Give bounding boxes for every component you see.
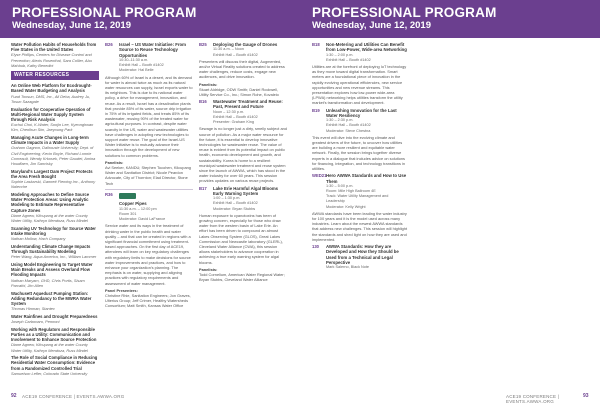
session-room: Exhibit Hall – Booth #1402 (326, 123, 371, 128)
header-date: Wednesday, June 12, 2019 (12, 20, 131, 31)
header-title: PROFESSIONAL PROGRAM (312, 5, 497, 20)
item-authors: Samuelson Lefler, Colorado State University (11, 370, 88, 376)
session-id: B17 (199, 185, 207, 191)
item-authors: Sophie Laskarski, Gannett Fleming Inc., Anthony Nalevche (11, 179, 96, 190)
page-number: 93 (583, 393, 589, 399)
session-description: Service water and its ways in the treatment of drinking water in the public health and water quality – and that can be created in regions with a significant financial commitment using treatment-based approaches. On the first day of ACE19, attendees will learn on key regulatory challenges with regulatory limits to make decisions for source water improvements and practices, and how to enhance your organization's planning. The emphasis is on water, supplying and aligning practices with regulatory requirements and assessment of water management. (105, 223, 191, 286)
session-id: B25 (199, 42, 207, 47)
item-title: Understanding Climate Change Impacts Through Sustainability Modeling (11, 243, 91, 255)
item-title: Managing Acute Changes in Long-term Climate Impacts in a Water Supply (11, 135, 89, 146)
page-header (300, 0, 600, 38)
session-time: 10:30–11:30 a.m. (119, 57, 149, 62)
session-id: 130 (312, 244, 319, 250)
session-description: AWWA standards have been leading the water industry for 100 years and it is the model used across many industries. Learn about the newest AWWA standards that address new challenges. This session will highlight the standards and shed light on how they are used and implemented. (312, 210, 408, 242)
session-moderator: Moderator: Bryan Stubbs (213, 206, 256, 211)
session-title: Copper Pipes (119, 201, 147, 207)
session-moderator: Moderator: Hal Belle (119, 68, 154, 73)
item-title: Modeling Approaches to Define Source Water Protection Areas: Using Analytic Modeling to Estimate Representative Capture Zones (11, 192, 90, 213)
page-number: 92 (11, 393, 17, 399)
session-room: Exhibit Hall – Booth #1402 (326, 57, 371, 62)
item-title: Wachusett Aqueduct Pumping Station: Adding Redundancy to the MWRA Water System (11, 290, 92, 306)
session-title: Hero AWWA Standards and How to Use Them (326, 173, 407, 184)
session-room: Exhibit Hall – Booth #1402 (213, 52, 258, 57)
item-authors: Graham Gagnon, Dalhousie University; Dept. of Civil Engineering; Kevin Boyle, Richard Lonnie Comeault, Wendy Krkosek, Peter Gaudet, Amina Houdfaen, Jim Sancisky (11, 145, 96, 167)
panelists-list: Todd Cornelium, American Water Regional Water; Bryan Stubbs, Cleveland Water Alliance (199, 272, 285, 283)
session-id: B18 (312, 42, 320, 47)
session-description: Presenters will discuss their digital, Augmented, and/or Virtual Reality solutions created to address water challenges, reduce costs, engage new audiences, and drive innovation. (199, 58, 285, 80)
session-moderator: Moderator: David LaFrance (119, 217, 166, 222)
session-time: 11:30 a.m. – Noon (213, 47, 244, 52)
item-title: Using Model Engineering to Target Water Main Breaks and Assess Overland Flow Flooding Impacts (11, 262, 93, 278)
item-title: Evaluation for Cooperative Operation of Multi-Regional Water Supply System through Risk Analysis (11, 106, 91, 122)
session-id: B19 (312, 107, 320, 113)
panelists-label: Panel Presenters: (105, 287, 138, 293)
panelists-label: Panelists: (199, 266, 218, 272)
session-time: 1:30 – 2:30 p.m. (326, 118, 354, 123)
session-moderator: Moderator: Kelly Wright (326, 204, 366, 209)
session-time: 1:30 – 5:00 p.m. (326, 183, 354, 188)
panelists-label: Panelists: (105, 159, 124, 165)
section-heading-water-resources: WATER RESOURCES (11, 71, 99, 80)
session-description: Sewage is no longer just a dirty, smelly subject and source of pollution. As a major water resource for the future, it is essential to develop innovative technologies for wastewater reuse. The value of reuse is evident from its potential impact on public health, economic development and growth, and sustainability. Korea is home to a resilient municipal wastewater treatment and reuse system since the launch of AWWA, which has stood in the water industry for over 60 years. This session provides updates on various reuse projects. (199, 126, 287, 184)
header-date: Wednesday, June 12, 2019 (312, 20, 431, 31)
session-title: Israel – US Water Initiative: From Source to Reuse Technology Opportunities (119, 42, 186, 58)
session-title: Non-Metering and Utilities Can Benefit from Low-Power, Wide-area Networking (326, 42, 407, 53)
divider (105, 189, 193, 190)
header-title: PROFESSIONAL PROGRAM (12, 5, 197, 20)
column-2 (105, 42, 193, 311)
item-authors: Nathan Maryam, GHD, Chris Portis, Sisam Parvathi, Jim Allen (11, 277, 85, 288)
panelists-label: Panelists: (199, 81, 218, 87)
session-time: 1:00 – 1:30 p.m. (213, 196, 241, 201)
item-authors: Diane Agnew, Kilcupang at the water County Water Utility, Kathryn Mendoza, Russ Mindel (11, 342, 88, 353)
session-moderator: Presenter: Graham King (213, 120, 254, 125)
session-id: R36 (105, 192, 113, 198)
badge-logo (119, 193, 136, 199)
page-footer (0, 389, 300, 403)
panelists-list: Stuart Aldridge, ODW Smith; Daniel Rockwell, Utility Service Co., Inc.; Simon Rohe, Kovaleio (199, 86, 279, 97)
session-room: Room: Mile High Ballroom 4E (326, 189, 376, 194)
session-time: Noon – 12:30 p.m. (213, 109, 245, 114)
footer-text: ACE19 CONFERENCE | EVENTS.AWWA.ORG (22, 393, 125, 399)
session-title: Lake Erie Harmful Algal Blooms Early Warning System (213, 185, 279, 196)
item-title: An Online Web Platform for Ecodrought-Based Water Budgeting and Analysis (11, 83, 92, 94)
session-authors: Mark Salerno, Black Note (326, 265, 370, 270)
item-title: Maryland's Largest Dam Project Protects the Area Fresh Bought (11, 168, 93, 179)
session-title: Deploying the Gauge of Drones (213, 42, 278, 47)
session-title: Wastewater Treatment and Reuse: Past, Present and Future (213, 99, 283, 110)
item-authors: Euchul Choi, K-Water, Soojin Lee, Kyeonghwan Kim, Cheolhun Sim, Jaeyoung Park (11, 122, 94, 133)
item-title: The Role of Social Compliance in Reducing Residential Water Consumption: Evidence from a Randomized Controlled Trial (11, 355, 98, 371)
session-id: B16 (199, 99, 207, 105)
session-id: WED21 (312, 173, 327, 179)
session-track: Track: Water Utility Management and Leadership (326, 194, 389, 204)
item-title: Working with Regulators and Responsible Parties as a Utility: Communication and Involvement to Enhance Source Protection (11, 326, 97, 343)
abstract-list (11, 83, 99, 376)
session-title: Unleashing Innovation for the Last Water Resiliency (326, 107, 397, 118)
session-room: Room 301 (119, 211, 137, 216)
session-description: This event will dive into the evolving climate and greatest drivers of the future, to uncover how utilities are building a more resilient and equitable water network. Finally, the session brings together diverse experts in a dialogue that includes advice on solutions for financing, integration, and technology transitions in utilities. (312, 134, 406, 172)
column-1 (11, 42, 99, 379)
session-moderator: Moderator: Steve Chestna (326, 128, 371, 133)
panelists-list: Avi Seeker, KANDU; Stephen Tocohen, Kilcupang Water and Sanitation District; Nicole Peardon Advocate, City of Thornton; Elad Director, Stone Tech (105, 164, 191, 186)
session-title: AWWA Standards: How they are Developed and How they Should be Used from a Technical and Legal Perspective (326, 244, 399, 265)
column-1 (312, 42, 408, 271)
item-authors: Fuad Toosun, DMS, Inc., Ali Deha, Audrey Ju, Tosun Sazagale (11, 93, 91, 104)
item-title: Water Pollution Habits of Households from Five States in the United States (11, 42, 97, 53)
item-authors: Nathan Mollow, Hach Company (11, 236, 66, 242)
item-authors: Elyse Phillips, Centers for Disease Control and Prevention; Alexis Rosenthal, Sara Collier, Abu Mahbub, Kathy Benedict (11, 52, 92, 68)
page-footer (300, 389, 600, 403)
session-room: Exhibit Hall – Booth #1402 (213, 114, 258, 119)
column-3 (199, 42, 287, 284)
session-description: Although 60% of Israel is a desert, and its demand for water is almost twice as much as its natural water resources can supply, Israel exports water to its neighbors. This is due to its national water policy, a drive for management, innovation, and reuse. As a result, Israel has a desalination plants that provide 85% of its water, source drip irrigation in 75% of its irrigated fields, and treats 85% of its wastewater, reusing 90% of the treated water for agricultural purposes. In contrast, despite water scarcity in the US, water and wastewater utilities have challenges in adopting new technologies to support water reuse. The goal of the Israel-US Water Initiative is to mutually advance their innovation through the development of new solutions to common problems. (105, 74, 193, 158)
panelists-list: Christine Rhie, Sanitation Engineers; Jon Graves, Ulterius Group; Jeff Crimer, Healthy Watersheds Consortium; Matt Smith, Kansas Water Office (105, 293, 191, 309)
item-authors: Diane Agnew, Kilcupang at the water County Water Utility, Kathryn Mendoza, Russ Mindel (11, 212, 88, 224)
session-time: 11:30 a.m. – 12:00 pm (119, 206, 157, 211)
item-authors: Peter Wang, Aqua America, Inc., William Lammer (11, 254, 97, 260)
session-time: 1:30 – 2:00 p.m. (326, 52, 354, 57)
session-room: Exhibit Hall – Booth #1402 (119, 63, 164, 68)
session-description: Human exposure to cyanotoxins has been of growing concern, especially for those who draw water from the western basin of Lake Erie. An effort has been driven to compound an almost Lakes Observing System (GLOS), Great Lakes Commission and Newcastle laboratory (GLERL), Cleveland Water Alliance (CWA), this session allows stakeholders to advance cooperation in achieving a true early warning system for algal blooms. (199, 212, 283, 265)
item-authors: Thomas Hinman, Stantec (11, 306, 55, 312)
page-header (0, 0, 300, 38)
session-id: B26 (105, 42, 113, 47)
session-description: Utilities are at the forefront of deploying IoT technology as they move toward digital transformation. Smart meters are a foundational piece of innovation in the rapidly evolving operational efficiencies, new service opportunities and new revenue streams. This presentation explores how low-power wide-area (LPWA) networking helps utilities transform the utility market's transformation and development. (312, 64, 407, 106)
right-page (300, 0, 600, 403)
item-title: Scanning UV Technology for Source Water Intake Monitoring (11, 225, 96, 236)
item-authors: Joseph Carbonaro, Pennoni (11, 319, 60, 325)
item-title: Water Rainfines and Drought Preparedness (11, 313, 98, 319)
footer-text: ACE19 CONFERENCE | EVENTS.AWWA.ORG (506, 393, 560, 403)
session-room: Exhibit Hall – Booth #1402 (213, 201, 258, 206)
